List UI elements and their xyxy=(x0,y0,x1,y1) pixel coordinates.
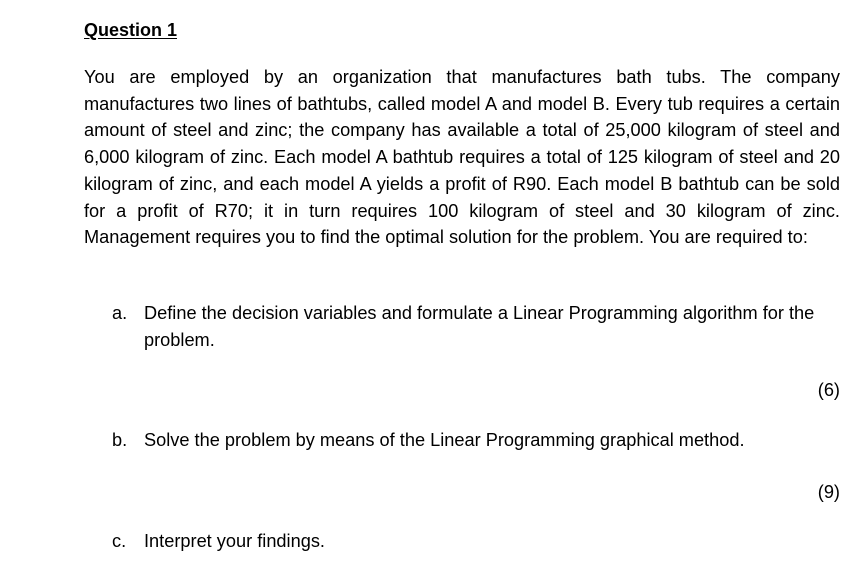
list-item-letter: c. xyxy=(112,531,127,551)
list-item-text: Define the decision variables and formulate a Linear Programming algorithm for the problem. xyxy=(144,303,815,350)
list-item-text: Interpret your findings. xyxy=(144,531,325,551)
list-item-letter: b. xyxy=(112,430,128,450)
list-item-text: Solve the problem by means of the Linear Programming graphical method. xyxy=(144,430,745,450)
question-heading: Question 1 xyxy=(84,20,178,40)
marks-label-a: (6) xyxy=(817,380,840,400)
question-paragraph: You are employed by an organization that manufactures bath tubs. The company manufactures two lines of bathtubs, called model A and model B. Every tub requires a certain amount of steel and zinc; the company has available a total of 25,000 kilogram of steel and 6,000 kilogram of zinc. Each model A bathtub requires a total of 125 kilogram of steel and 20 kilogram of zinc, and each model A yields a profit of R90. Each model B bathtub can be sold for a profit of R70; it in turn requires 100 kilogram of steel and 30 kilogram of zinc. Management requires you to find the optimal solution for the problem. You are required to: xyxy=(84,67,840,248)
list-item-c xyxy=(112,528,824,555)
list-item-b xyxy=(112,427,824,454)
list-item-letter: a. xyxy=(112,303,128,323)
marks-label-b: (9) xyxy=(817,482,840,502)
list-item-a xyxy=(112,300,824,353)
